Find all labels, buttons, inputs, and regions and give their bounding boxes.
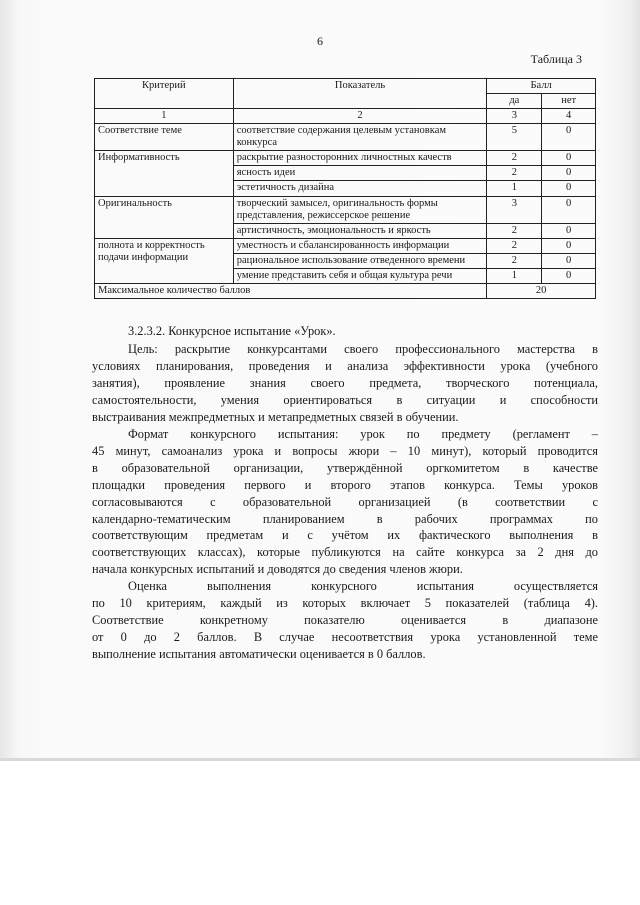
- score-yes-cell: 2: [487, 238, 542, 253]
- indicator-cell: эстетичность дизайна: [233, 181, 487, 196]
- text-line: начала конкурсных испытаний и доводятся до сведения членов жюри.: [92, 562, 463, 577]
- text-line: выстраивания межпредметных и метапредметных связей в обучении.: [92, 409, 459, 424]
- score-no-cell: 0: [542, 196, 596, 223]
- score-no-cell: 0: [542, 268, 596, 283]
- criterion-cell: Соответствие теме: [95, 124, 234, 151]
- text-line: Оценка выполнения конкурсного испытания осуществляется: [128, 579, 598, 593]
- score-no-cell: 0: [542, 223, 596, 238]
- score-yes-cell: 2: [487, 166, 542, 181]
- heading-text: 3.2.3.2. Конкурсное испытание «Урок».: [128, 324, 336, 338]
- score-no-cell: 0: [542, 151, 596, 166]
- indicator-cell: умение представить себя и общая культура речи: [233, 268, 487, 283]
- indicator-cell: уместность и сбалансированность информации: [233, 238, 487, 253]
- goal-paragraph: [92, 341, 598, 426]
- text-line: согласовываются с образовательной организацией (в соответствии с: [92, 494, 598, 509]
- text-line: Цель: раскрытие конкурсантами своего профессионального мастерства в: [128, 342, 598, 356]
- score-yes-cell: 2: [487, 223, 542, 238]
- header-yes: да: [487, 94, 542, 109]
- criterion-cell: Оригинальность: [95, 196, 234, 238]
- text-line: соответствующим предметам и с учётом их фактического выполнения в: [92, 528, 598, 543]
- score-yes-cell: 1: [487, 181, 542, 196]
- col-number: 2: [233, 109, 487, 124]
- indicator-cell: соответствие содержания целевым установкам конкурса: [233, 124, 487, 151]
- text-line: площадки проведения первого и второго этапов конкурса. Темы уроков: [92, 477, 598, 492]
- score-no-cell: 0: [542, 124, 596, 151]
- criteria-table: [94, 78, 596, 299]
- scan-edge: [0, 758, 640, 761]
- total-label: Максимальное количество баллов: [95, 283, 487, 298]
- text-line: соответствующих классах), которые публикуются на сайте конкурса за 2 дня до: [92, 545, 598, 560]
- table-total-row: [95, 283, 596, 298]
- table-caption: Таблица 3: [530, 52, 582, 66]
- col-number: 3: [487, 109, 542, 124]
- format-paragraph: [92, 426, 598, 578]
- table-row: [95, 196, 596, 223]
- score-no-cell: 0: [542, 238, 596, 253]
- text-line: в образовательной организации, утверждённой оргкомитетом в качестве: [92, 460, 598, 475]
- text-line: занятия), проявление знания своего предмета, творческого потенциала,: [92, 375, 598, 390]
- score-yes-cell: 2: [487, 253, 542, 268]
- text-line: условиях планирования, проведения и анализа эффективности урока (учебного: [92, 358, 598, 373]
- text-line: 45 минут, самоанализ урока и вопросы жюри – 10 минут), который проводится: [92, 443, 598, 458]
- text-line: Формат конкурсного испытания: урок по предмету (регламент –: [128, 427, 598, 441]
- indicator-cell: рациональное использование отведенного времени: [233, 253, 487, 268]
- total-value: 20: [487, 283, 596, 298]
- table-row: [95, 151, 596, 166]
- score-yes-cell: 2: [487, 151, 542, 166]
- col-number: 1: [95, 109, 234, 124]
- score-yes-cell: 3: [487, 196, 542, 223]
- col-number: 4: [542, 109, 596, 124]
- score-yes-cell: 1: [487, 268, 542, 283]
- table-header-row: [95, 79, 596, 94]
- score-no-cell: 0: [542, 166, 596, 181]
- indicator-cell: творческий замысел, оригинальность формы представления, режиссерское решение: [233, 196, 487, 223]
- score-no-cell: 0: [542, 181, 596, 196]
- column-numbers-row: [95, 109, 596, 124]
- criterion-cell: полнота и корректность подачи информации: [95, 238, 234, 283]
- table-row: [95, 238, 596, 253]
- assessment-paragraph: [92, 578, 598, 663]
- text-line: по 10 критериям, каждый из которых включает 5 показателей (таблица 4).: [92, 595, 598, 610]
- score-no-cell: 0: [542, 253, 596, 268]
- indicator-cell: раскрытие разносторонних личностных качеств: [233, 151, 487, 166]
- criterion-cell: Информативность: [95, 151, 234, 196]
- text-line: Соответствие конкретному показателю оценивается в диапазоне: [92, 612, 598, 627]
- table-row: [95, 124, 596, 151]
- text-line: от 0 до 2 баллов. В случае несоответствия урока установленной теме: [92, 629, 598, 644]
- header-indicator: Показатель: [233, 79, 487, 109]
- header-no: нет: [542, 94, 596, 109]
- indicator-cell: артистичность, эмоциональность и яркость: [233, 223, 487, 238]
- text-line: выполнение испытания автоматически оценивается в 0 баллов.: [92, 646, 426, 661]
- score-yes-cell: 5: [487, 124, 542, 151]
- section-heading: [92, 323, 598, 340]
- page-number: 6: [317, 34, 323, 48]
- indicator-cell: ясность идеи: [233, 166, 487, 181]
- text-line: самостоятельности, умения ориентироваться в ситуации и способности: [92, 392, 598, 407]
- text-line: календарно-тематическим планированием в рабочих программах по: [92, 511, 598, 526]
- header-score: Балл: [487, 79, 596, 94]
- header-criterion: Критерий: [95, 79, 234, 109]
